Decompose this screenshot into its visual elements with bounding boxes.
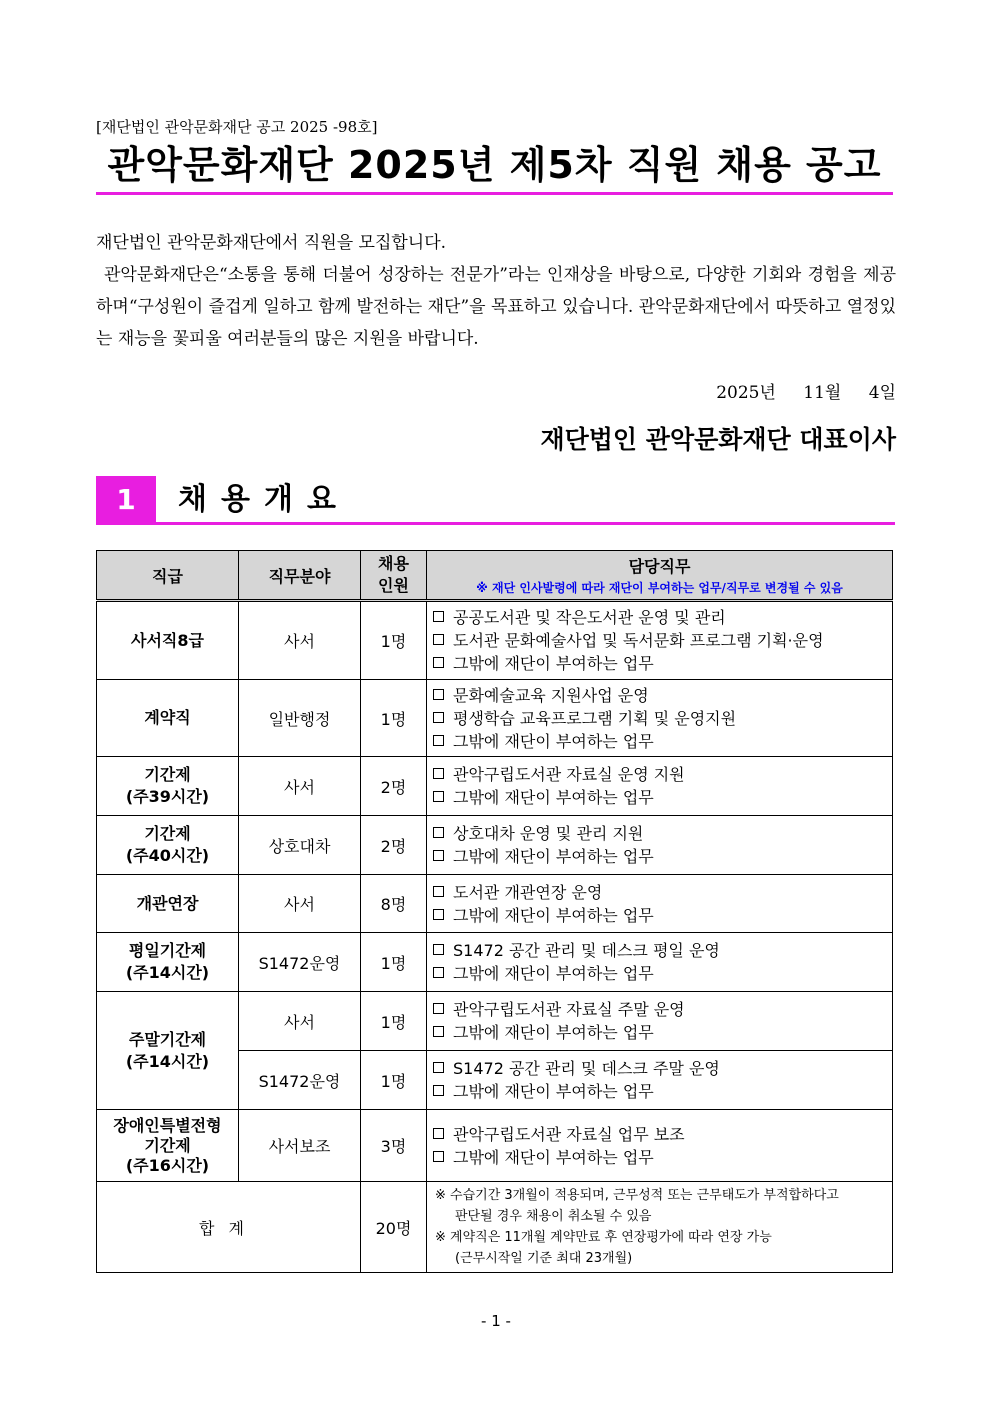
table-row — [97, 601, 893, 680]
table-row — [97, 933, 893, 992]
field-cell: 사서 — [239, 875, 361, 933]
checkbox-icon — [433, 944, 444, 955]
field-cell: 사서 — [239, 992, 361, 1051]
field-cell: 사서 — [239, 601, 361, 680]
section-number: 1 — [96, 476, 156, 524]
checkbox-icon — [433, 689, 444, 700]
table-header-row — [97, 551, 893, 601]
total-notes — [427, 1182, 893, 1273]
duty-item: 그밖에 재단이 부여하는 업무 — [433, 786, 892, 809]
count-cell: 1명 — [361, 680, 427, 757]
header-field: 직무분야 — [239, 551, 361, 601]
header-count-line1: 채용 — [378, 554, 409, 573]
duty-cell — [427, 680, 893, 757]
page-title: 관악문화재단 2025년 제5차 직원 채용 공고 — [107, 143, 882, 187]
table-row — [97, 875, 893, 933]
table-row — [97, 680, 893, 757]
checkbox-icon — [433, 1062, 444, 1073]
header-count — [361, 551, 427, 601]
section-title: 채용개요 — [178, 482, 350, 517]
duty-cell — [427, 1051, 893, 1110]
duty-item: 그밖에 재단이 부여하는 업무 — [433, 1146, 892, 1169]
field-cell: 상호대차 — [239, 816, 361, 875]
checkbox-icon — [433, 850, 444, 861]
note-line: (근무시작일 기준 최대 23개월) — [455, 1251, 633, 1266]
checkbox-icon — [433, 657, 444, 668]
grade-cell: 개관연장 — [97, 875, 239, 933]
table-row — [97, 1110, 893, 1182]
total-row — [97, 1182, 893, 1273]
count-cell: 1명 — [361, 992, 427, 1051]
duty-item: 관악구립도서관 자료실 업무 보조 — [433, 1123, 892, 1146]
checkbox-icon — [433, 634, 444, 645]
duty-item: 그밖에 재단이 부여하는 업무 — [433, 652, 892, 675]
header-duty-note: ※ 재단 인사발령에 따라 재단이 부여하는 업무/직무로 변경될 수 있음 — [476, 581, 843, 595]
header-count-line2: 인원 — [378, 576, 409, 595]
count-cell: 2명 — [361, 757, 427, 816]
field-cell: 사서보조 — [239, 1110, 361, 1182]
duty-item: 공공도서관 및 작은도서관 운영 및 관리 — [433, 606, 892, 629]
checkbox-icon — [433, 1085, 444, 1096]
checkbox-icon — [433, 611, 444, 622]
grade-cell: 주말기간제 (주14시간) — [97, 992, 239, 1110]
duty-cell — [427, 933, 893, 992]
notice-date: 2025년 11월 4일 — [716, 383, 896, 403]
duty-item: S1472 공간 관리 및 데스크 평일 운영 — [433, 939, 892, 962]
grade-cell: 평일기간제 (주14시간) — [97, 933, 239, 992]
grade-cell: 계약직 — [97, 680, 239, 757]
grade-cell: 기간제 (주39시간) — [97, 757, 239, 816]
checkbox-icon — [433, 712, 444, 723]
duty-cell — [427, 875, 893, 933]
duty-item: 그밖에 재단이 부여하는 업무 — [433, 904, 892, 927]
duty-cell — [427, 1110, 893, 1182]
count-cell: 1명 — [361, 1051, 427, 1110]
duty-item: 관악구립도서관 자료실 운영 지원 — [433, 763, 892, 786]
notice-number: [재단법인 관악문화재단 공고 2025 -98호] — [96, 118, 378, 136]
note-line: 판단될 경우 채용이 취소될 수 있음 — [455, 1209, 652, 1224]
checkbox-icon — [433, 827, 444, 838]
duty-item: S1472 공간 관리 및 데스크 주말 운영 — [433, 1057, 892, 1080]
checkbox-icon — [433, 967, 444, 978]
duty-cell — [427, 992, 893, 1051]
intro-paragraph: 관악문화재단은“소통을 통해 더불어 성장하는 전문가”라는 인재상을 바탕으로, 다양한 기회와 경험을 제공하며“구성원이 즐겁게 일하고 함께 발전하는 재단”을 목표하고 있습니다. 관악문화재단에서 따뜻하고 열정있는 재능을 꽃피울 여러분들의 많은 지원을 바랍니다. — [96, 265, 896, 349]
checkbox-icon — [433, 1026, 444, 1037]
duty-item: 그밖에 재단이 부여하는 업무 — [433, 962, 892, 985]
duty-cell — [427, 757, 893, 816]
total-label: 합계 — [97, 1182, 361, 1273]
duty-cell — [427, 601, 893, 680]
duty-item: 도서관 문화예술사업 및 독서문화 프로그램 기획·운영 — [433, 629, 892, 652]
field-cell: 사서 — [239, 757, 361, 816]
grade-cell: 장애인특별전형 기간제 (주16시간) — [97, 1110, 239, 1182]
table-row — [97, 757, 893, 816]
title-underline — [96, 192, 893, 195]
header-duty — [427, 551, 893, 601]
note-line: ※ 수습기간 3개월이 적용되며, 근무성적 또는 근무태도가 부적합하다고 — [435, 1188, 839, 1203]
duty-item: 그밖에 재단이 부여하는 업무 — [433, 1021, 892, 1044]
intro-text — [96, 227, 896, 355]
count-cell: 1명 — [361, 933, 427, 992]
signer: 재단법인 관악문화재단 대표이사 — [540, 425, 896, 454]
duty-item: 평생학습 교육프로그램 기획 및 운영지원 — [433, 707, 892, 730]
checkbox-icon — [433, 1003, 444, 1014]
grade-cell: 기간제 (주40시간) — [97, 816, 239, 875]
header-grade: 직급 — [97, 551, 239, 601]
grade-cell: 사서직8급 — [97, 601, 239, 680]
checkbox-icon — [433, 1128, 444, 1139]
count-cell: 3명 — [361, 1110, 427, 1182]
checkbox-icon — [433, 768, 444, 779]
checkbox-icon — [433, 909, 444, 920]
duty-cell — [427, 816, 893, 875]
field-cell: S1472운영 — [239, 933, 361, 992]
duty-item: 그밖에 재단이 부여하는 업무 — [433, 845, 892, 868]
duty-item: 관악구립도서관 자료실 주말 운영 — [433, 998, 892, 1021]
duty-item: 상호대차 운영 및 관리 지원 — [433, 822, 892, 845]
section-underline — [96, 522, 895, 525]
page-number: - 1 - — [481, 1312, 511, 1330]
field-cell: 일반행정 — [239, 680, 361, 757]
checkbox-icon — [433, 1151, 444, 1162]
note-line: ※ 계약직은 11개월 계약만료 후 연장평가에 따라 연장 가능 — [435, 1230, 772, 1245]
table-row — [97, 992, 893, 1051]
count-cell: 1명 — [361, 601, 427, 680]
count-cell: 2명 — [361, 816, 427, 875]
checkbox-icon — [433, 886, 444, 897]
table-row — [97, 816, 893, 875]
recruitment-table — [96, 550, 893, 1273]
total-count: 20명 — [361, 1182, 427, 1273]
field-cell: S1472운영 — [239, 1051, 361, 1110]
duty-item: 문화예술교육 지원사업 운영 — [433, 684, 892, 707]
checkbox-icon — [433, 735, 444, 746]
duty-item: 그밖에 재단이 부여하는 업무 — [433, 1080, 892, 1103]
duty-item: 도서관 개관연장 운영 — [433, 881, 892, 904]
count-cell: 8명 — [361, 875, 427, 933]
duty-item: 그밖에 재단이 부여하는 업무 — [433, 730, 892, 753]
intro-line-1: 재단법인 관악문화재단에서 직원을 모집합니다. — [96, 233, 447, 253]
checkbox-icon — [433, 791, 444, 802]
header-duty-label: 담당직무 — [628, 557, 691, 576]
